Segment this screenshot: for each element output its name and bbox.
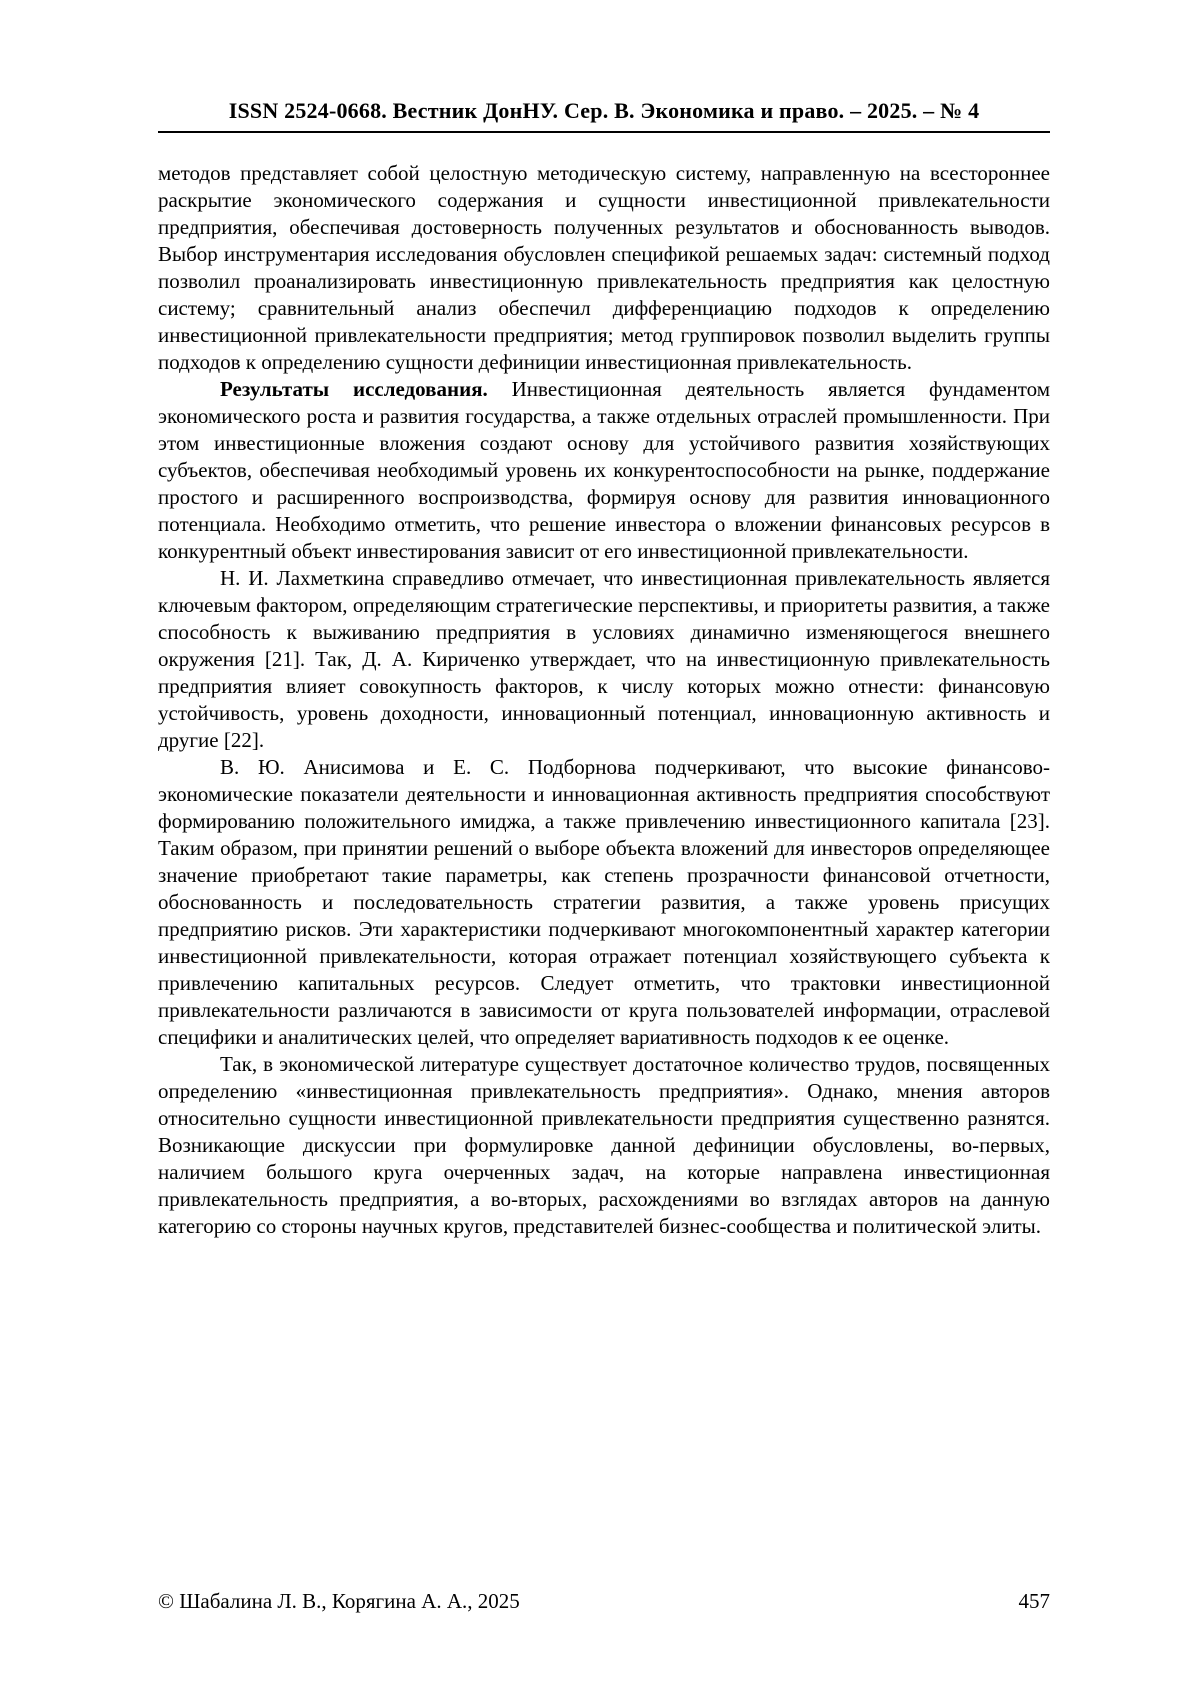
results-paragraph-text: Инвестиционная деятельность является фундаментом экономического роста и развития государства, а также отдельных отраслей промышленности. При этом инвестиционные вложения создают основу для устойчивого развития хозяйствующих субъектов, обеспечивая необходимый уровень их конкурентоспособности на рынке, поддержание простого и расширенного воспроизводства, формируя основу для развития инновационного потенциала. Необходимо отметить, что решение инвестора о вложении финансовых ресурсов в конкурентный объект инвестирования зависит от его инвестиционной привлекательности. bbox=[158, 377, 1050, 563]
page-footer bbox=[158, 1588, 1050, 1615]
journal-running-header: ISSN 2524-0668. Вестник ДонНУ. Сер. В. Экономика и право. – 2025. – № 4 bbox=[158, 0, 1050, 133]
body-paragraph: Н. И. Лахметкина справедливо отмечает, что инвестиционная привлекательность является ключевым фактором, определяющим стратегические перспективы, и приоритеты развития, а также способность к выживанию предприятия в условиях динамично изменяющегося внешнего окружения [21]. Так, Д. А. Кириченко утверждает, что на инвестиционную привлекательность предприятия влияет совокупность факторов, к числу которых можно отнести: финансовую устойчивость, уровень доходности, инновационный потенциал, инновационную активность и другие [22]. bbox=[158, 566, 1050, 752]
article-body bbox=[158, 160, 1050, 1240]
footer-copyright: © Шабалина Л. В., Корягина А. А., 2025 bbox=[158, 1589, 520, 1613]
body-paragraph: В. Ю. Анисимова и Е. С. Подборнова подчеркивают, что высокие финансово-экономические показатели деятельности и инновационная активность предприятия способствуют формированию положительного имиджа, а также привлечению инвестиционного капитала [23]. Таким образом, при принятии решений о выборе объекта вложений для инвесторов определяющее значение приобретают такие параметры, как степень прозрачности финансовой отчетности, обоснованность и последовательность стратегии развития, а также уровень присущих предприятию рисков. Эти характеристики подчеркивают многокомпонентный характер категории инвестиционной привлекательности, которая отражает потенциал хозяйствующего субъекта к привлечению капитальных ресурсов. Следует отметить, что трактовки инвестиционной привлекательности различаются в зависимости от круга пользователей информации, отраслевой специфики и аналитических целей, что определяет вариативность подходов к ее оценке. bbox=[158, 755, 1050, 1049]
page-number: 457 bbox=[1018, 1589, 1050, 1613]
text-column bbox=[158, 0, 1050, 1240]
body-paragraph: методов представляет собой целостную методическую систему, направленную на всестороннее раскрытие экономического содержания и сущности инвестиционной привлекательности предприятия, обеспечивая достоверность полученных результатов и обоснованность выводов. Выбор инструментария исследования обусловлен спецификой решаемых задач: системный подход позволил проанализировать инвестиционную привлекательность предприятия как целостную систему; сравнительный анализ обеспечил дифференциацию подходов к определению инвестиционной привлекательности предприятия; метод группировок позволил выделить группы подходов к определению сущности дефиниции инвестиционная привлекательность. bbox=[158, 161, 1050, 374]
body-paragraph: Так, в экономической литературе существует достаточное количество трудов, посвященных определению «инвестиционная привлекательность предприятия». Однако, мнения авторов относительно сущности инвестиционной привлекательности предприятия существенно разнятся. Возникающие дискуссии при формулировке данной дефиниции обусловлены, во-первых, наличием большого круга очерченных задач, на которые направлена инвестиционная привлекательность предприятия, а во-вторых, расхождениями во взглядах авторов на данную категорию со стороны научных кругов, представителей бизнес-сообщества и политической элиты. bbox=[158, 1052, 1050, 1238]
body-paragraph-results bbox=[158, 376, 1050, 565]
results-section-heading: Результаты исследования. bbox=[220, 377, 488, 401]
